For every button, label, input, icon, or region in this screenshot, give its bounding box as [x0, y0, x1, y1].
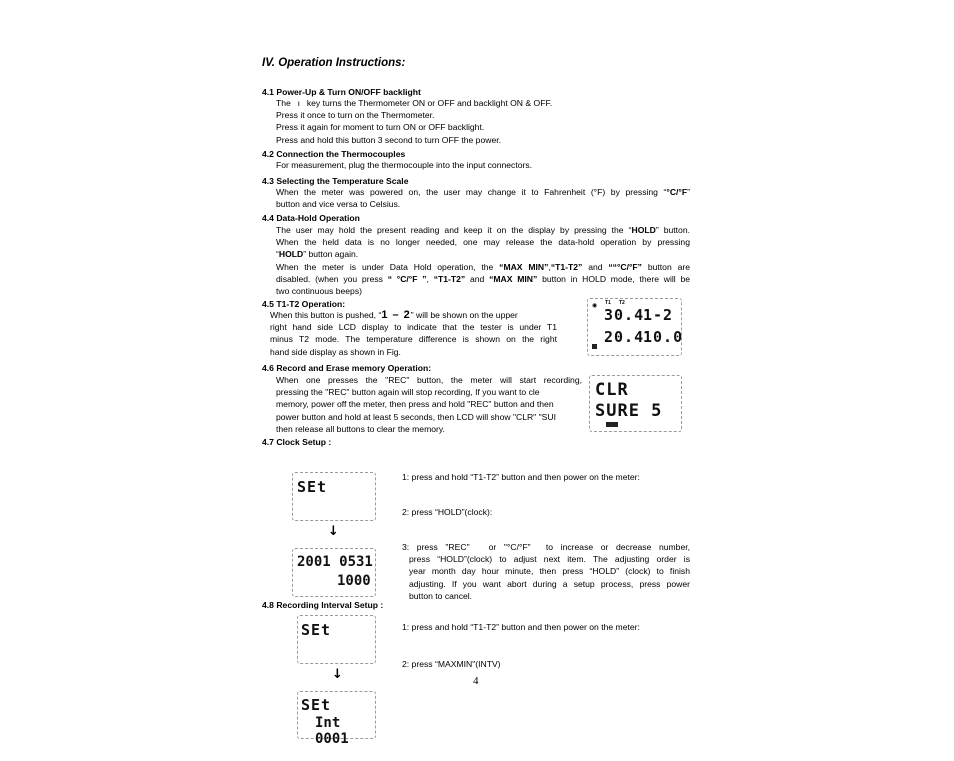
s44-p1-line1-bold: HOLD [631, 225, 656, 235]
lcd-clear-memory [589, 375, 682, 432]
s46-line2: pressing the "REC" button again will stop recording, If you want to cle [276, 387, 540, 398]
section-title: IV. Operation Instructions: [262, 57, 406, 69]
heading-4-7: 4.7 Clock Setup : [262, 437, 332, 447]
s43-line1 [276, 186, 690, 198]
s47-step2: 2: press “HOLD”(clock): [402, 507, 493, 517]
section-4-6-body [276, 374, 582, 435]
section-4-5-body [270, 309, 557, 358]
s44-p1-line1-post: ” button. [655, 225, 691, 235]
s46-line4: power button and hold at least 5 seconds, then LCD will show "CLR" "SUI [276, 411, 557, 422]
lcd-bottom-right: 10.0 [643, 328, 684, 346]
s43-line1-bold: °C/°F [666, 187, 688, 197]
page-number: 4 [473, 675, 479, 687]
lcd-clock-time-text: 1000 [337, 573, 371, 589]
s47-step3-line3: year month day hour minute, then press “HOLD” (clock) to finish [409, 566, 690, 577]
s44-p2-line1-b2: “T1-T2” [550, 261, 583, 272]
s44-p1-line1-pre: The user may hold the present reading and keep it on the display by pressing the “ [276, 225, 632, 235]
s44-p2-line3: two continuous beeps) [276, 286, 362, 297]
heading-4-4: 4.4 Data-Hold Operation [262, 213, 360, 223]
lcd-interval-set-text: SEt [301, 621, 332, 639]
s44-p2-line1-sep1: , [548, 261, 551, 272]
s44-p2-line2-and: and [469, 273, 485, 284]
s44-p2-line1-post: button are [647, 261, 690, 272]
s44-p2-line1 [276, 261, 690, 273]
s43-line1-post: ” [687, 187, 690, 197]
s47-step3-line4: adjusting. If you want abort during a setup process, press power [409, 578, 690, 589]
section-4-4-body [276, 224, 690, 297]
s44-p1-line2: When the held data is no longer needed, one may release the data-hold operation by pressing [276, 237, 690, 248]
s44-p2-line1-pre: When the meter is under Data Hold operation, the [276, 261, 494, 272]
s47-step3-line2: press “HOLD”(clock) to adjust next item. The adjusting order is [409, 554, 690, 565]
s45-line1-pre: When this button is pushed, “ [270, 310, 382, 320]
s46-line1: When one presses the "REC" button, the meter will start recording, [276, 375, 582, 385]
lcd-bottom-left: 20.4 [604, 328, 645, 346]
lcd-interval-set-text-2: SEt [301, 696, 332, 714]
s44-p1-line3 [276, 248, 690, 260]
down-arrow-icon: ↓ [328, 524, 339, 539]
s44-p2-line2 [276, 273, 690, 285]
lcd-interval-value [297, 691, 376, 747]
s44-p2-line1-b3: ““°C/°F” [608, 261, 642, 272]
s41-line1 [276, 97, 696, 109]
lcd-clr-text: CLR [595, 380, 629, 400]
s41-line3: Press it again for moment to turn ON or OFF backlight. [276, 122, 485, 133]
lcd-t1-t2 [587, 298, 682, 356]
s44-p1-line1 [276, 224, 690, 236]
s44-p2-line2-b3: “MAX MIN” [489, 273, 538, 284]
s44-p2-line2-pre: disabled. (when you press [276, 273, 383, 284]
s41-line1-pre: The [276, 98, 291, 108]
power-key-icon: ı [297, 98, 300, 108]
heading-4-3: 4.3 Selecting the Temperature Scale [262, 176, 409, 186]
s44-p1-line3-pre: “ [276, 249, 279, 260]
heading-4-8: 4.8 Recording Interval Setup : [262, 600, 384, 610]
s45-line4: hand side display as shown in Fig. [270, 346, 401, 357]
s44-p2-line2-b1: “ °C/°F ” [387, 273, 427, 284]
lcd-interval-value-text: Int 0001 [315, 715, 349, 747]
s45-line1-big: 1 – 2 [381, 309, 411, 321]
lcd-t2-label: T2 [619, 300, 625, 306]
s44-p1-line3-bold: HOLD [278, 249, 304, 260]
s42-line1: For measurement, plug the thermocouple into the input connectors. [276, 160, 533, 170]
down-arrow-icon: ↓ [332, 667, 343, 682]
s41-line4: Press and hold this button 3 second to turn OFF the power. [276, 134, 501, 145]
s41-line1-post: key turns the Thermometer ON or OFF and backlight ON & OFF. [306, 98, 553, 108]
s45-line2: right hand side LCD display to indicate that the tester is under T1 [270, 322, 557, 333]
s48-step1: 1: press and hold “T1-T2” button and then power on the meter: [402, 622, 640, 632]
s47-step3 [402, 541, 690, 602]
lcd-clock-datetime [292, 548, 376, 597]
heading-4-6: 4.6 Record and Erase memory Operation: [262, 363, 432, 373]
battery-icon [592, 344, 597, 349]
heading-4-5: 4.5 T1-T2 Operation: [262, 299, 346, 309]
s45-line1-post: ” will be shown on the upper [410, 310, 518, 320]
s46-line5: then release all buttons to clear the memory. [276, 423, 445, 434]
s43-line1-pre: When the meter was powered on, the user may change it to Fahrenheit (°F) by pressing “ [276, 187, 667, 197]
s46-line3: memory, power off the meter, then press and hold "REC" button and then [276, 399, 554, 410]
lcd-indicator-icon [606, 422, 618, 427]
section-4-1-body [276, 97, 696, 146]
lcd-top-left: 30.4 [604, 306, 645, 324]
s47-step1: 1: press and hold “T1-T2” button and then power on the meter: [402, 472, 640, 482]
s47-step3-line5: button to cancel. [409, 590, 473, 601]
s48-step2: 2: press “MAXMIN"(INTV) [402, 659, 501, 669]
s44-p2-line1-and: and [588, 261, 603, 272]
s45-line3: minus T2 mode. The temperature difference is shown on the right [270, 334, 557, 345]
lcd-t1-label: T1 [605, 300, 611, 306]
s43-line2: button and vice versa to Celsius. [276, 199, 401, 210]
s45-line1 [270, 309, 557, 321]
lcd-clock-set-text: SEt [297, 478, 328, 496]
section-4-3-body [276, 186, 690, 210]
power-icon: ◉ [592, 303, 598, 309]
s44-p2-line1-b1: “MAX MIN” [499, 261, 549, 272]
lcd-interval-set [297, 615, 376, 664]
s41-line2: Press it once to turn on the Thermometer. [276, 110, 435, 121]
lcd-clock-set [292, 472, 376, 521]
heading-4-2: 4.2 Connection the Thermocouples [262, 149, 406, 159]
heading-4-1: 4.1 Power-Up & Turn ON/OFF backlight [262, 87, 421, 97]
s44-p1-line3-post: ” button again. [303, 249, 359, 260]
lcd-clock-date-text: 2001 0531 [297, 554, 373, 570]
lcd-top-right: 1-2 [643, 306, 674, 324]
s44-p2-line2-sep: , [426, 273, 429, 284]
lcd-sure-text: SURE 5 [595, 401, 663, 421]
s47-step3-line1: 3: press "REC" or "°C/°F" to increase or decrease number, [402, 542, 690, 552]
s44-p2-line2-b2: “T1-T2” [433, 273, 466, 284]
s44-p2-line2-post: button in HOLD mode, there will be [542, 273, 691, 284]
